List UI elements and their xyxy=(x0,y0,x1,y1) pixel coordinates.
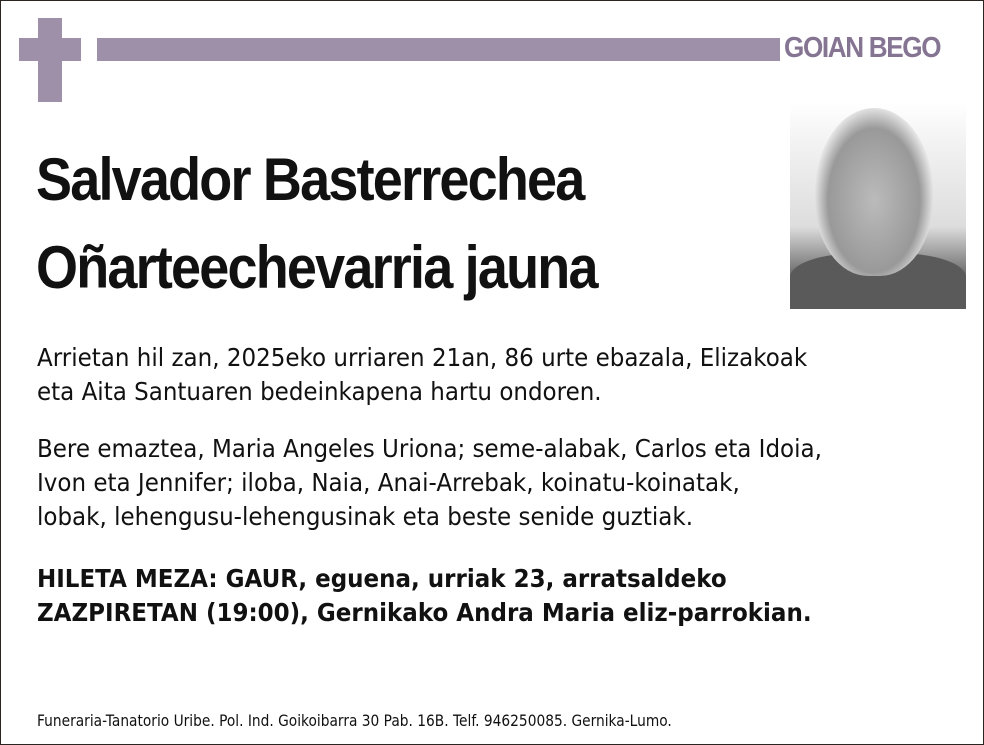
text-line: Arrietan hil zan, 2025eko urriaren 21an, 86 urte ebazala, Elizakoak xyxy=(37,343,808,372)
name-line-2: Oñarteechevarria jauna xyxy=(36,234,597,301)
death-notice-paragraph xyxy=(37,341,893,409)
deceased-name xyxy=(36,136,597,312)
family-paragraph xyxy=(37,432,893,534)
funeral-mass-paragraph xyxy=(37,562,893,630)
funeral-home-footer: Funeraria-Tanatorio Uribe. Pol. Ind. Goikoibarra 30 Pab. 16B. Telf. 946250085. Gernika-Lumo. xyxy=(37,711,672,730)
text-line: lobak, lehengusu-lehengusinak eta beste senide guztiak. xyxy=(37,502,694,531)
photo-face xyxy=(815,108,933,276)
name-line-1: Salvador Basterrechea xyxy=(36,146,584,213)
text-line: Bere emaztea, Maria Angeles Uriona; seme-alabak, Carlos eta Idoia, xyxy=(37,434,822,463)
header-bar xyxy=(97,38,780,61)
portrait-photo xyxy=(790,103,966,309)
cross-horizontal xyxy=(19,38,81,61)
text-line: HILETA MEZA: GAUR, eguena, urriak 23, arratsaldeko xyxy=(37,564,727,593)
header-label: GOIAN BEGO xyxy=(784,32,941,64)
text-line: Ivon eta Jennifer; iloba, Naia, Anai-Arrebak, koinatu-koinatak, xyxy=(37,468,740,497)
text-line: eta Aita Santuaren bedeinkapena hartu ondoren. xyxy=(37,377,602,406)
text-line: ZAZPIRETAN (19:00), Gernikako Andra Maria eliz-parrokian. xyxy=(37,598,812,627)
